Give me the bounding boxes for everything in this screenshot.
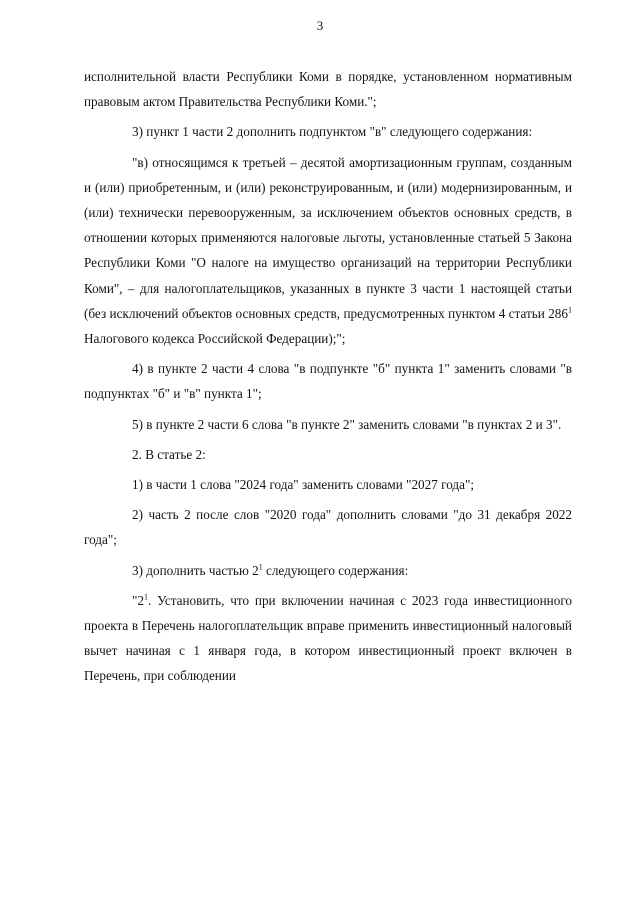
paragraph-part-2-1-head: "2 (132, 592, 144, 608)
paragraph-article-2-item-3-tail: следующего содержания: (262, 562, 409, 578)
paragraph-subitem-v-text: "в) относящимся к третьей – десятой амортизационным группам, созданным и (или) приобретенным, и (или) реконструированным, и (или) модернизированным, и (или) технически перевооруженным, за исключением объектов основных средств, в отношении которых применяются налоговые льготы, установленные статьей 5 Закона Республики Коми "О налоге на имущество организаций на территории Республики Коми", – для налогоплательщиков, указанных в пункте 3 части 1 настоящей статьи (без исключений объектов основных средств, предусмотренных пунктом 4 статьи 286 (84, 154, 572, 321)
paragraph-subitem-v-tail: Налогового кодекса Российской Федерации);"; (84, 331, 346, 347)
paragraph-part-2-1 (84, 588, 572, 689)
document-body (84, 64, 572, 689)
paragraph-item-4: 4) в пункте 2 части 4 слова "в подпункте "б" пункта 1" заменить словами "в подпунктах "б" и "в" пункта 1"; (84, 361, 572, 402)
paragraph-part-2-1-text: . Установить, что при включении начиная с 2023 года инвестиционного проекта в Перечень налогоплательщик вправе применить инвестиционный налоговый вычет начиная с 1 января года, в котором инвестиционный проект включен в Перечень, при соблюдении (84, 592, 572, 684)
paragraph-article-2: 2. В статье 2: (132, 446, 206, 462)
paragraph-article-2-item-1: 1) в части 1 слова "2024 года" заменить словами "2027 года"; (132, 477, 475, 493)
superscript: 1 (143, 592, 148, 602)
paragraph-item-5: 5) в пункте 2 части 6 слова "в пункте 2" заменить словами "в пунктах 2 и 3". (132, 416, 562, 432)
superscript: 1 (258, 562, 263, 572)
paragraph-continuation: исполнительной власти Республики Коми в порядке, установленном нормативным правовым актом Правительства Республики Коми."; (84, 69, 572, 110)
paragraph-item-3: 3) пункт 1 части 2 дополнить подпунктом "в" следующего содержания: (132, 124, 533, 140)
page-number: 3 (316, 18, 324, 33)
paragraph-subitem-v (84, 150, 572, 352)
superscript: 1 (568, 305, 572, 315)
paragraph-article-2-item-2: 2) часть 2 после слов "2020 года" дополнить словами "до 31 декабря 2022 года"; (84, 507, 572, 548)
paragraph-article-2-item-3 (84, 558, 572, 583)
paragraph-article-2-item-3-text: 3) дополнить частью 2 (132, 562, 259, 578)
